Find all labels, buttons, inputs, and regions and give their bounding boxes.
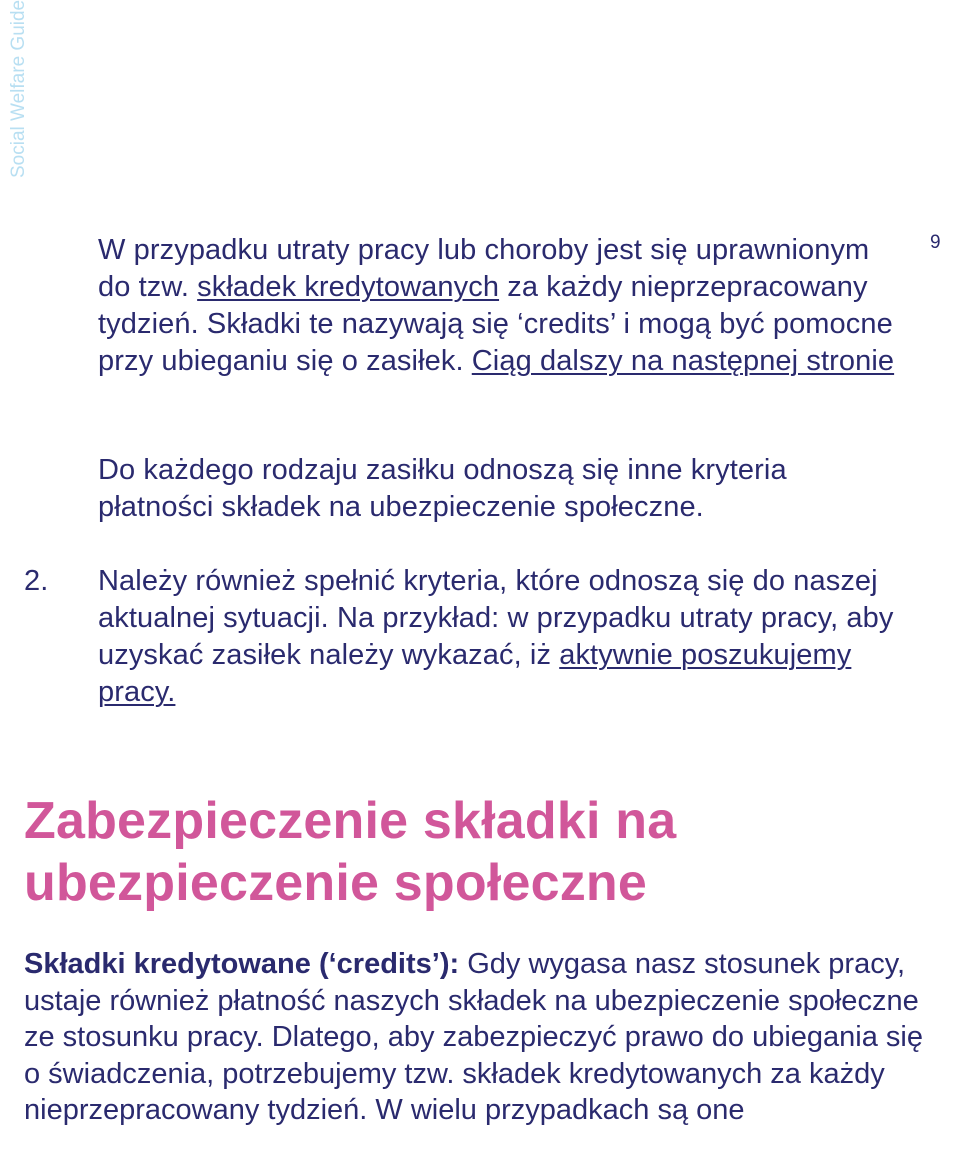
paragraph-text: za każdy nieprzepracowany tydzień. Składki te nazywają się ‘credits’ i mogą być pomocne przy ubieganiu się o zasiłek. — [98, 271, 893, 377]
credits-lead-label: Składki kredytowane (‘credits’): — [24, 948, 460, 980]
section-body — [24, 946, 944, 1129]
actively-seeking-work-link[interactable]: aktywnie poszukujemy pracy. — [98, 639, 852, 708]
numbered-item-2 — [24, 563, 898, 711]
paragraph-credits-intro — [98, 232, 898, 380]
section-body-text: Gdy wygasa nasz stosunek pracy, ustaje również płatność naszych składek na ubezpieczenie społeczne ze stosunku pracy. Dlatego, aby zabezpieczyć prawo do ubiegania się o świadczenia, potrzebujemy tzw. składek kredytowanych za każdy nieprzepracowany tydzień. W wielu przypadkach są one — [24, 948, 923, 1126]
paragraph-text: W przypadku utraty pracy lub choroby jest się uprawnionym do tzw. — [98, 234, 870, 303]
page-number: 9 — [930, 232, 941, 253]
document-title-sidebar: Social Welfare Guide — [8, 0, 29, 179]
section-heading: Zabezpieczenie składki na ubezpieczenie społeczne — [24, 792, 677, 912]
item-number: 2. — [24, 565, 49, 597]
paragraph-payment-criteria — [98, 452, 898, 526]
continued-next-page-link[interactable]: Ciąg dalszy na następnej stronie — [471, 345, 895, 377]
paragraph-text: Do każdego rodzaju zasiłku odnoszą się inne kryteria płatności składek na ubezpieczenie społeczne. — [98, 454, 787, 523]
item-text: Należy również spełnić kryteria, które odnoszą się do naszej aktualnej sytuacji. Na przykład: w przypadku utraty pracy, aby uzyskać zasiłek należy wykazać, iż — [98, 565, 894, 671]
credited-contributions-link[interactable]: składek kredytowanych — [197, 271, 500, 303]
